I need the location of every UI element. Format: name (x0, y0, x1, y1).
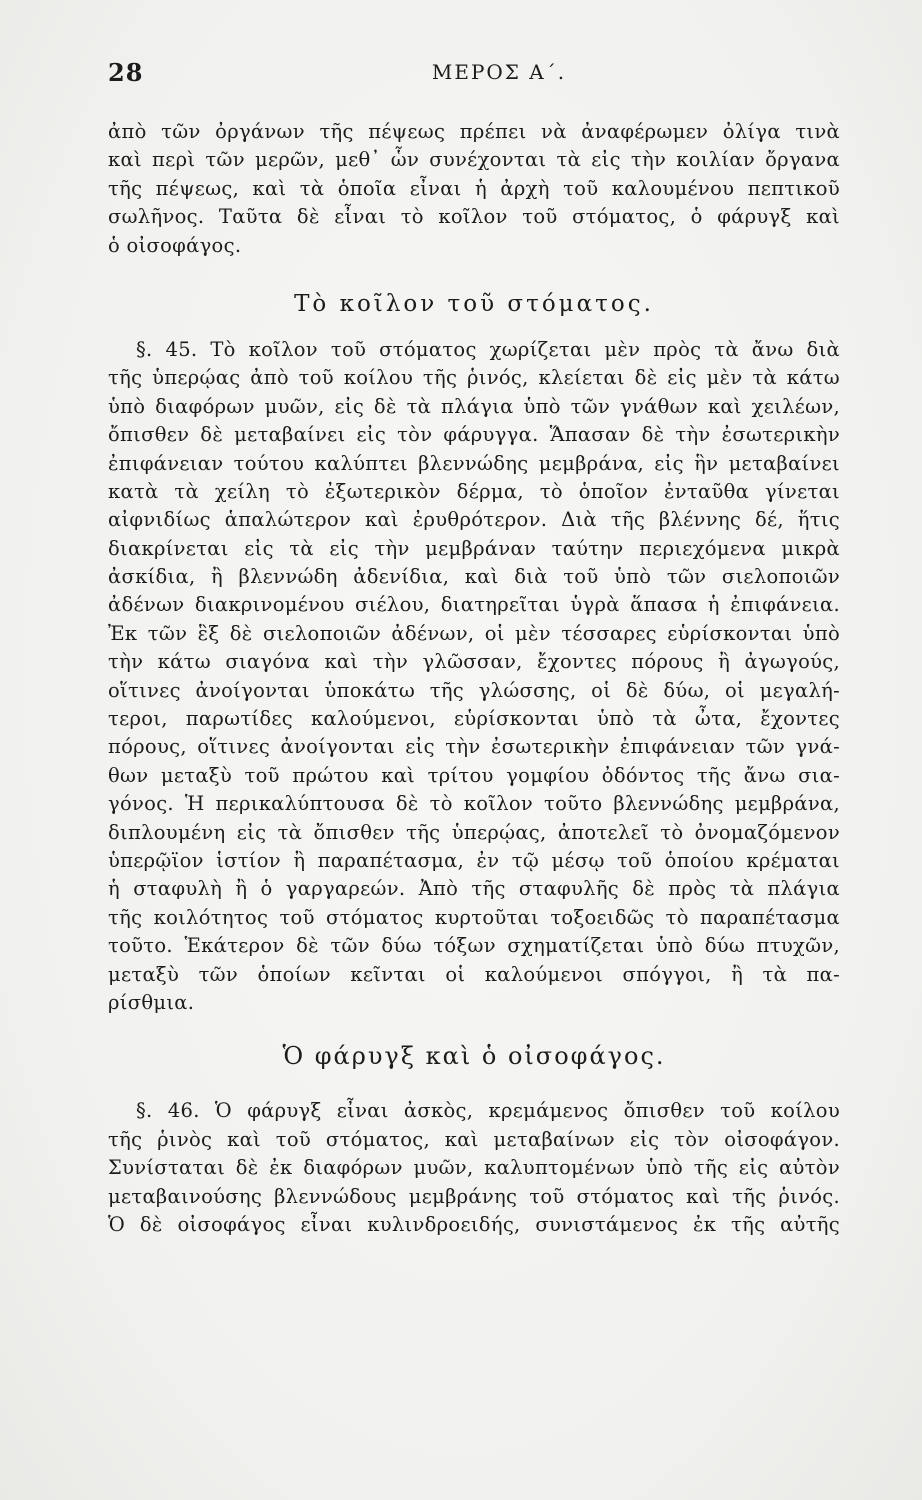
text-line: ἡ σταφυλὴ ἢ ὁ γαργαρεών. Ἀπὸ τῆς σταφυλῆς δὲ πρὸς τὰ πλάγια (108, 877, 840, 901)
text-line: ἐπιφάνειαν τούτου καλύπτει βλεννώδης μεμβράνα, εἰς ἣν μεταβαίνει (108, 451, 840, 475)
section-heading: Ὁ φάρυγξ καὶ ὁ οἰσοφάγος. (282, 1042, 666, 1071)
text-line: σωλῆνος. Ταῦτα δὲ εἶναι τὸ κοῖλον τοῦ στόματος, ὁ φάρυγξ καὶ (108, 205, 840, 229)
section-46-paragraph (108, 1097, 840, 1239)
text-line: τὴν κάτω σιαγόνα καὶ τὴν γλῶσσαν, ἔχοντες πόρους ἢ ἀγωγούς, (108, 650, 840, 674)
text-line: τεροι, παρωτίδες καλούμενοι, εὑρίσκονται ὑπὸ τὰ ὦτα, ἔχοντες (108, 707, 840, 731)
section-45-paragraph (108, 336, 840, 1017)
text-line: διακρίνεται εἰς τὰ εἰς τὴν μεμβράναν ταύτην περιεχόμενα μικρὰ (108, 536, 840, 560)
page-number: 28 (108, 58, 144, 87)
text-line: τῆς πέψεως, καὶ τὰ ὁποῖα εἶναι ἡ ἀρχὴ τοῦ καλουμένου πεπτικοῦ (108, 176, 840, 200)
text-line: οἵτινες ἀνοίγονται ὑποκάτω τῆς γλώσσης, οἱ δὲ δύω, οἱ μεγαλή- (108, 678, 840, 702)
text-line: καὶ περὶ τῶν μερῶν, μεθ᾽ ὧν συνέχονται τὰ εἰς τὴν κοιλίαν ὄργανα (108, 148, 840, 172)
text-line: ὁ οἰσοφάγος. (108, 233, 242, 257)
text-line: τῆς κοιλότητος τοῦ στόματος κυρτοῦται τοξοειδῶς τὸ παραπέτασμα (108, 905, 840, 929)
text-line: Συνίσταται δὲ ἐκ διαφόρων μυῶν, καλυπτομένων ὑπὸ τῆς εἰς αὐτὸν (108, 1156, 840, 1180)
text-line: ἀσκίδια, ἢ βλεννώδη ἀδενίδια, καὶ διὰ τοῦ ὑπὸ τῶν σιελοποιῶν (108, 565, 840, 589)
text-line: §. 46. Ὁ φάρυγξ εἶναι ἀσκὸς, κρεμάμενος ὄπισθεν τοῦ κοίλου (136, 1099, 840, 1123)
text-line: §. 45. Τὸ κοῖλον τοῦ στόματος χωρίζεται μὲν πρὸς τὰ ἄνω διὰ (136, 337, 840, 361)
text-line: κατὰ τὰ χείλη τὸ ἐξωτερικὸν δέρμα, τὸ ὁποῖον ἐνταῦθα γίνεται (108, 479, 840, 503)
text-line: μεταξὺ τῶν ὁποίων κεῖνται οἱ καλούμενοι σπόγγοι, ἢ τὰ πα- (108, 962, 840, 986)
text-line: ἀπὸ τῶν ὀργάνων τῆς πέψεως πρέπει νὰ ἀναφέρωμεν ὀλίγα τινὰ (108, 120, 840, 143)
running-title: ΜΕΡΟΣ Α΄. (431, 60, 567, 84)
body-text (108, 118, 840, 1239)
text-line: ρίσθμια. (108, 990, 195, 1014)
intro-paragraph (108, 118, 840, 260)
text-line: θων μεταξὺ τοῦ πρώτου καὶ τρίτου γομφίου ὀδόντος τῆς ἄνω σια- (108, 763, 840, 787)
text-line: ὑπερῷϊον ἱστίον ἢ παραπέτασμα, ἐν τῷ μέσῳ τοῦ ὁποίου κρέμαται (108, 848, 840, 872)
text-line: Ἐκ τῶν ἓξ δὲ σιελοποιῶν ἀδένων, οἱ μὲν τέσσαρες εὑρίσκονται ὑπὸ (108, 621, 840, 645)
section-heading: Τὸ κοῖλον τοῦ στόματος. (294, 290, 654, 317)
text-line: μεταβαινούσης βλεννώδους μεμβράνης τοῦ στόματος καὶ τῆς ῥινός. (108, 1184, 840, 1208)
text-line: πόρους, οἵτινες ἀνοίγονται εἰς τὴν ἐσωτερικὴν ἐπιφάνειαν τῶν γνά- (108, 735, 840, 759)
text-line: ὄπισθεν δὲ μεταβαίνει εἰς τὸν φάρυγγα. Ἅπασαν δὲ τὴν ἐσωτερικὴν (108, 423, 840, 447)
text-line: τῆς ὑπερῴας ἀπὸ τοῦ κοίλου τῆς ῥινός, κλείεται δὲ εἰς μὲν τὰ κάτω (108, 366, 840, 390)
text-line: ὑπὸ διαφόρων μυῶν, εἰς δὲ τὰ πλάγια ὑπὸ τῶν γνάθων καὶ χειλέων, (108, 394, 840, 418)
text-line: γόνος. Ἡ περικαλύπτουσα δὲ τὸ κοῖλον τοῦτο βλεννώδης μεμβράνα, (108, 792, 840, 816)
text-line: διπλουμένη εἰς τὰ ὄπισθεν τῆς ὑπερῴας, ἀποτελεῖ τὸ ὀνομαζόμενον (108, 820, 840, 844)
running-head (108, 58, 840, 88)
text-line: αἰφνιδίως ἁπαλώτερον καὶ ἐρυθρότερον. Διὰ τῆς βλέννης δέ, ἥτις (108, 508, 840, 532)
text-line: ἀδένων διακρινομένου σιέλου, διατηρεῖται ὑγρὰ ἅπασα ἡ ἐπιφάνεια. (108, 593, 840, 617)
text-line: τῆς ῥινὸς καὶ τοῦ στόματος, καὶ μεταβαίνων εἰς τὸν οἰσοφάγον. (108, 1127, 840, 1151)
text-line: Ὁ δὲ οἰσοφάγος εἶναι κυλινδροειδής, συνιστάμενος ἐκ τῆς αὐτῆς (108, 1212, 840, 1236)
text-line: τοῦτο. Ἑκάτερον δὲ τῶν δύω τόξων σχηματίζεται ὑπὸ δύω πτυχῶν, (108, 934, 840, 958)
